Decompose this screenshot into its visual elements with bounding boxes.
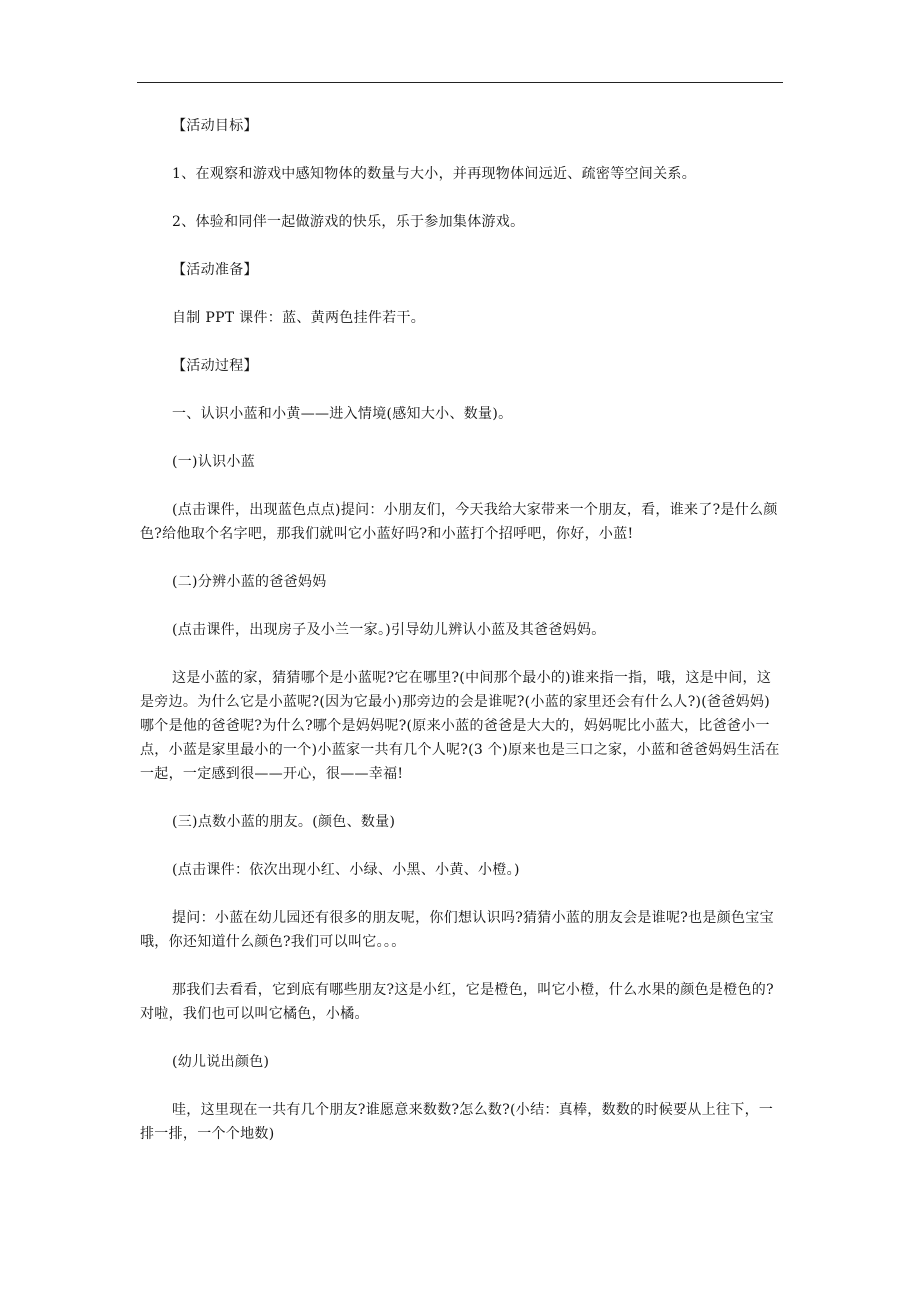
paragraph: (幼儿说出颜色): [172, 1054, 270, 1070]
paragraph: 这是小蓝的家，猜猜哪个是小蓝呢?它在哪里?(中间那个最小的)谁来指一指，哦，这是中间，这是旁边。为什么它是小蓝呢?(因为它最小)那旁边的会是谁呢?(小蓝的家里还会有什么人?)(爸爸妈妈)哪个是他的爸爸呢?为什么?哪个是妈妈呢?(原来小蓝的爸爸是大大的，妈妈呢比小蓝大，比爸爸小一点，小蓝是家里最小的一个)小蓝家一共有几个人呢?(3 个)原来也是三口之家，小蓝和爸爸妈妈生活在一起，一定感到很——开心，很——幸福!: [140, 670, 780, 782]
preparation-text: 自制 PPT 课件：蓝、黄两色挂件若干。: [172, 310, 426, 326]
paragraph: 提问：小蓝在幼儿园还有很多的朋友呢，你们想认识吗?猜猜小蓝的朋友会是谁呢?也是颜色宝宝哦，你还知道什么颜色?我们可以叫它。。。: [140, 910, 774, 950]
paragraph: (点击课件，出现蓝色点点)提问：小朋友们，今天我给大家带来一个朋友，看，谁来了?是什么颜色?给他取个名字吧，那我们就叫它小蓝好吗?和小蓝打个招呼吧，你好，小蓝!: [140, 502, 778, 542]
section-1-title: 一、认识小蓝和小黄——进入情境(感知大小、数量)。: [172, 406, 513, 422]
header-rule: [137, 82, 783, 83]
subsection-3-title: (三)点数小蓝的朋友。(颜色、数量): [172, 814, 396, 830]
heading-activity-goals: 【活动目标】: [172, 118, 258, 134]
heading-activity-preparation: 【活动准备】: [172, 262, 258, 278]
subsection-1-title: (一)认识小蓝: [172, 454, 256, 470]
paragraph: 哇，这里现在一共有几个朋友?谁愿意来数数?怎么数?(小结：真棒，数数的时候要从上往下，一排一排，一个个地数): [140, 1102, 774, 1142]
paragraph: (点击课件，出现房子及小兰一家。)引导幼儿辨认小蓝及其爸爸妈妈。: [172, 622, 606, 638]
paragraph: (点击课件：依次出现小红、小绿、小黑、小黄、小橙。): [172, 862, 520, 878]
goal-item-2: 2、体验和同伴一起做游戏的快乐，乐于参加集体游戏。: [172, 214, 525, 230]
heading-activity-process: 【活动过程】: [172, 358, 258, 374]
paragraph: 那我们去看看，它到底有哪些朋友?这是小红，它是橙色，叫它小橙，什么水果的颜色是橙色的?对啦，我们也可以叫它橘色，小橘。: [140, 982, 774, 1022]
subsection-2-title: (二)分辨小蓝的爸爸妈妈: [172, 574, 327, 590]
document-body: [140, 114, 784, 1170]
goal-item-1: 1、在观察和游戏中感知物体的数量与大小，并再现物体间远近、疏密等空间关系。: [172, 166, 697, 182]
